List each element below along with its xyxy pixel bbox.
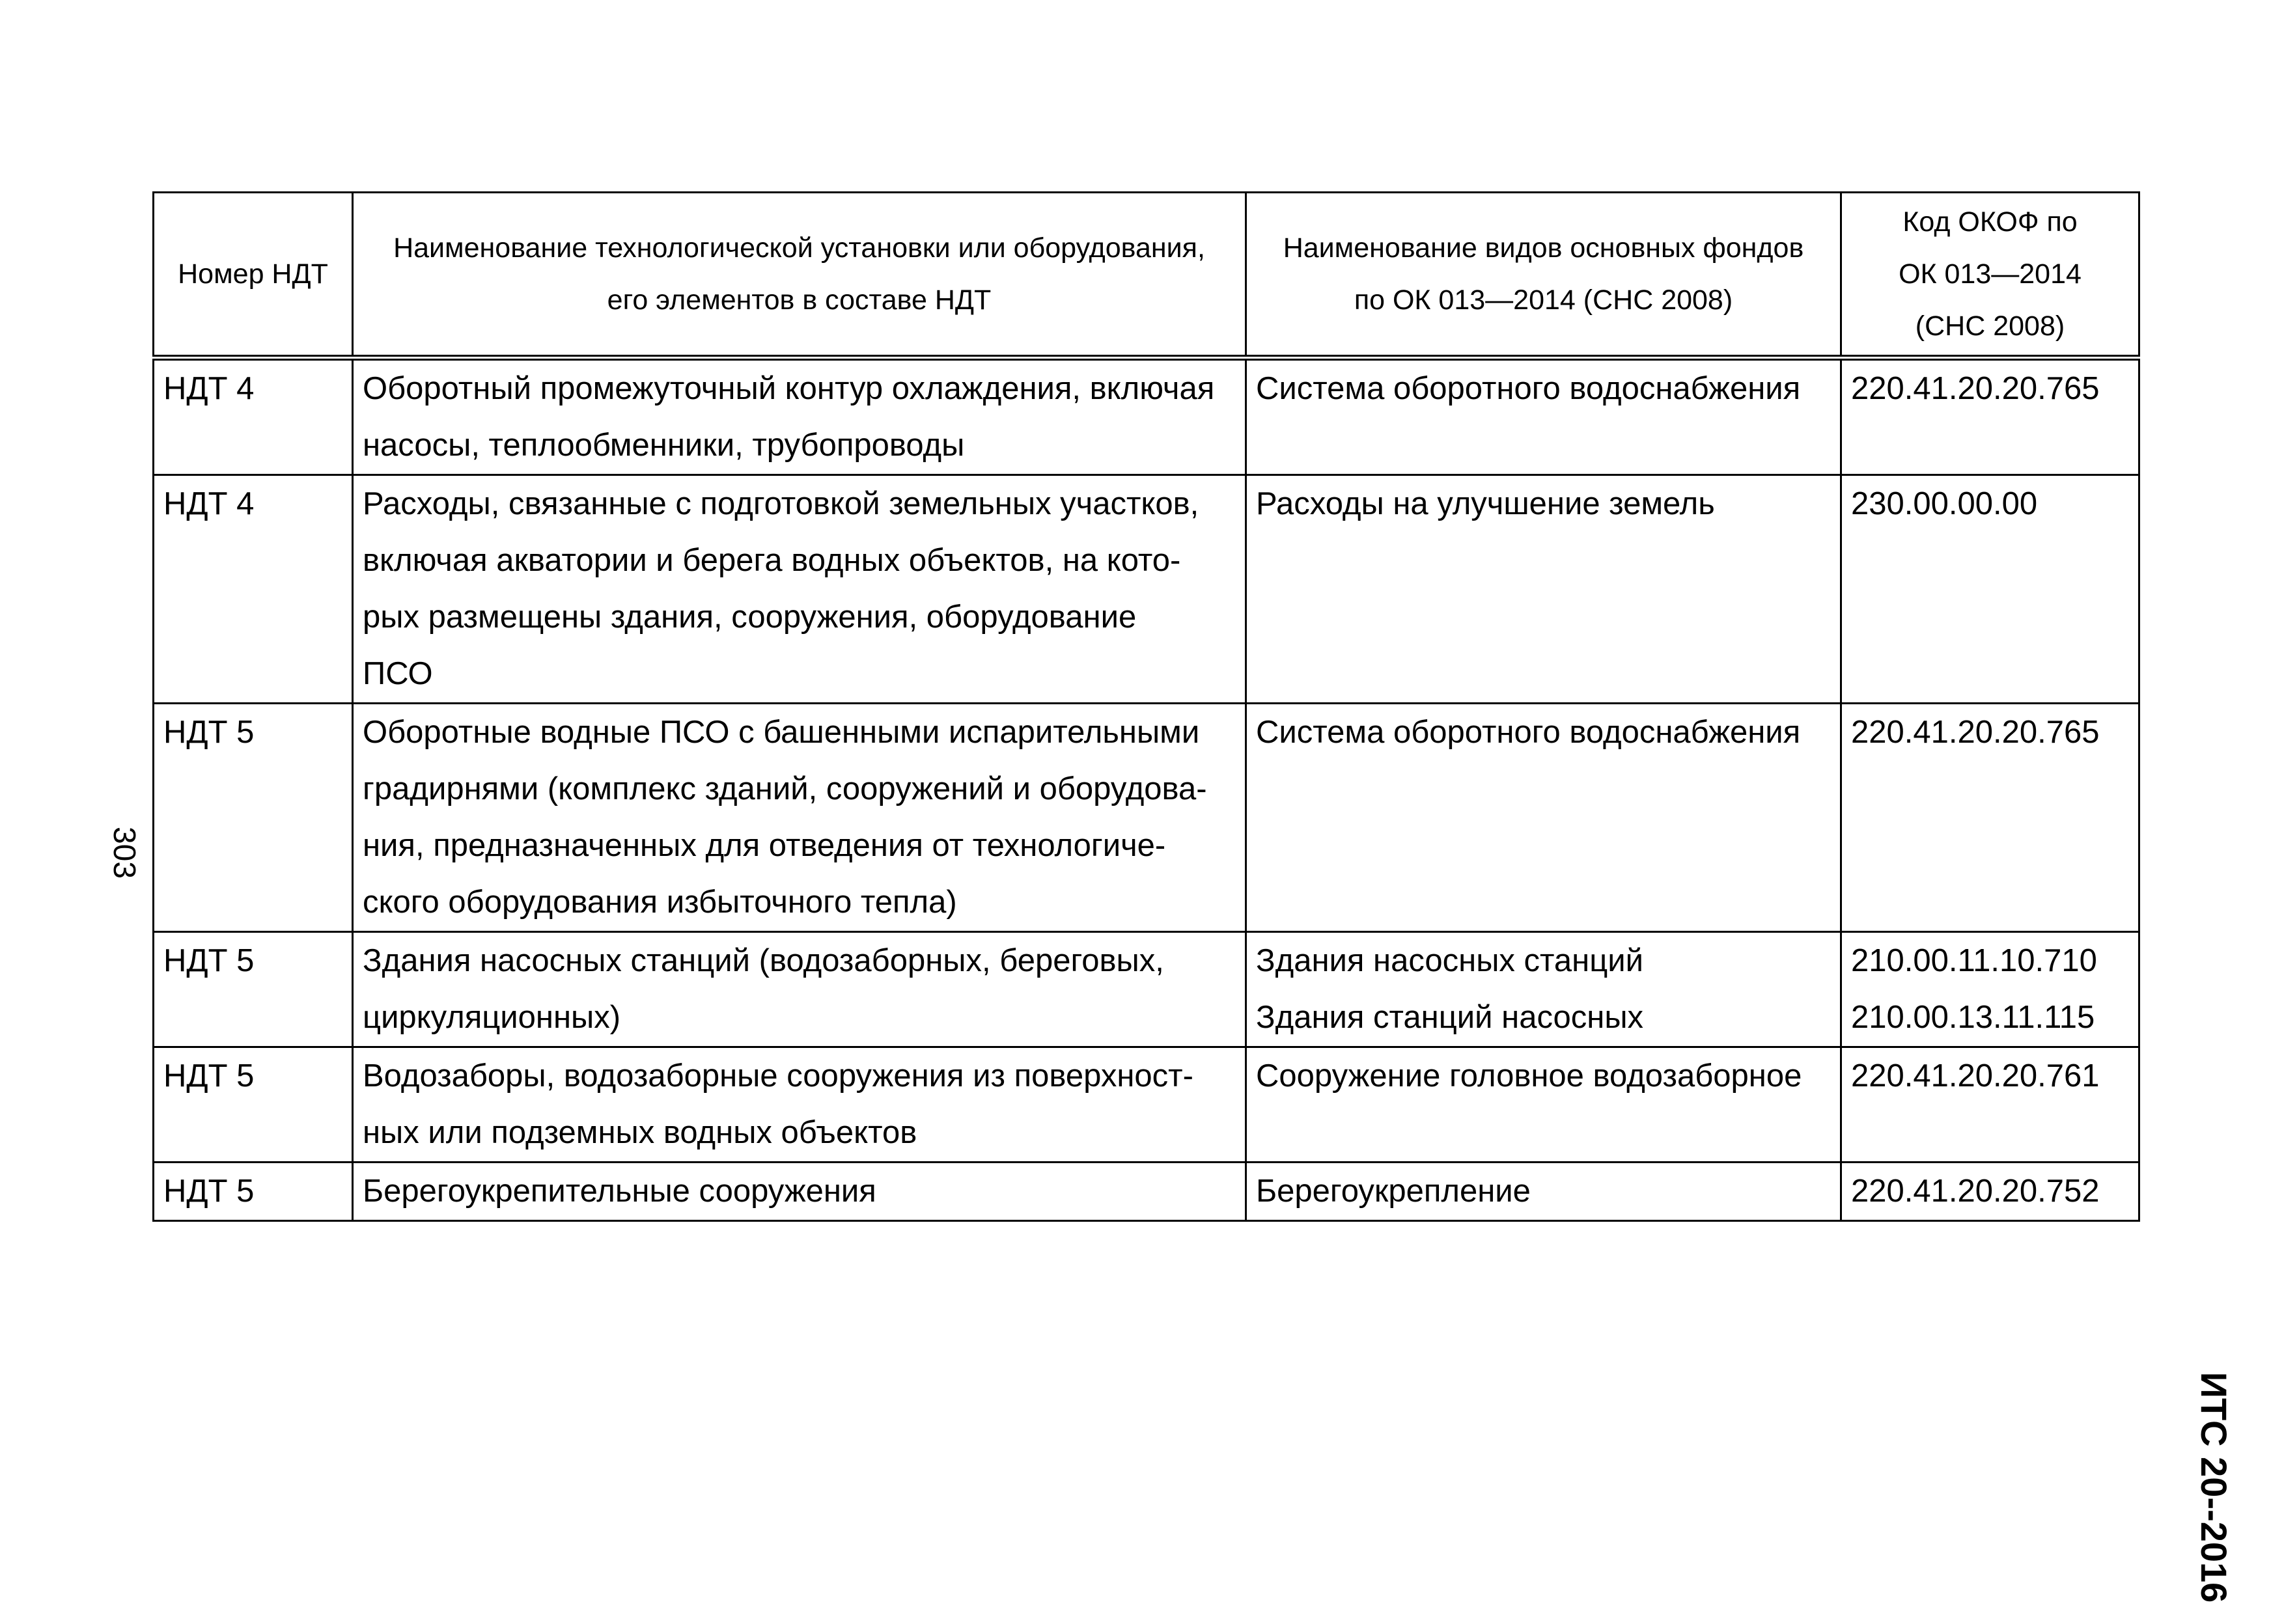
table-row	[154, 1163, 2139, 1221]
cell-asset-type: Система оборотного водоснабжения	[1246, 358, 1841, 475]
table-row	[154, 475, 2139, 704]
cell-asset-type	[1246, 932, 1841, 1047]
asset-type-line: Здания станций насосных	[1256, 1000, 1644, 1035]
cell-ndt: НДТ 4	[154, 475, 353, 704]
page-number: 303	[107, 826, 141, 879]
asset-type-line: Здания насосных станций	[1256, 943, 1644, 978]
cell-asset-type: Сооружение головное водозаборное	[1246, 1047, 1841, 1163]
header-okof-code: Код ОКОФ по ОК 013—2014 (СНС 2008)	[1841, 193, 2139, 358]
cell-equipment: Расходы, связанные с подготовкой земельных участков, включая акватории и берега водных объектов, на кото- рых размещены здания, сооружения, оборудование ПСО	[353, 475, 1246, 704]
okof-table	[152, 191, 2140, 1222]
cell-equipment: Водозаборы, водозаборные сооружения из поверхност- ных или подземных водных объектов	[353, 1047, 1246, 1163]
cell-okof-code: 220.41.20.20.765	[1841, 704, 2139, 932]
header-asset-type: Наименование видов основных фондов по ОК 013—2014 (СНС 2008)	[1246, 193, 1841, 358]
header-equipment-name: Наименование технологической установки или оборудования, его элементов в составе НДТ	[353, 193, 1246, 358]
table-row	[154, 358, 2139, 475]
cell-ndt: НДТ 5	[154, 704, 353, 932]
cell-equipment: Оборотные водные ПСО с башенными испарительными градирнями (комплекс зданий, сооружений и оборудова- ния, предназначенных для отведения от технологиче- ского оборудования избыточного тепла)	[353, 704, 1246, 932]
cell-ndt: НДТ 5	[154, 932, 353, 1047]
cell-asset-type: Система оборотного водоснабжения	[1246, 704, 1841, 932]
document-code: ИТС 20--2016	[2193, 1371, 2235, 1603]
cell-equipment: Здания насосных станций (водозаборных, береговых, циркуляционных)	[353, 932, 1246, 1047]
cell-okof-code: 220.41.20.20.752	[1841, 1163, 2139, 1221]
cell-okof-code: 220.41.20.20.761	[1841, 1047, 2139, 1163]
cell-okof-code: 220.41.20.20.765	[1841, 358, 2139, 475]
cell-okof-code: 230.00.00.00	[1841, 475, 2139, 704]
cell-okof-code	[1841, 932, 2139, 1047]
table-row	[154, 704, 2139, 932]
table-row	[154, 932, 2139, 1047]
cell-equipment: Оборотный промежуточный контур охлаждения, включая насосы, теплообменники, трубопроводы	[353, 358, 1246, 475]
table-row	[154, 1047, 2139, 1163]
table-header-row	[154, 193, 2139, 358]
header-ndt-number: Номер НДТ	[154, 193, 353, 358]
cell-ndt: НДТ 4	[154, 358, 353, 475]
cell-ndt: НДТ 5	[154, 1047, 353, 1163]
cell-asset-type: Берегоукрепление	[1246, 1163, 1841, 1221]
okof-code-line: 210.00.13.11.115	[1851, 1000, 2095, 1035]
okof-code-line: 210.00.11.10.710	[1851, 943, 2097, 978]
cell-asset-type: Расходы на улучшение земель	[1246, 475, 1841, 704]
cell-ndt: НДТ 5	[154, 1163, 353, 1221]
cell-equipment: Берегоукрепительные сооружения	[353, 1163, 1246, 1221]
